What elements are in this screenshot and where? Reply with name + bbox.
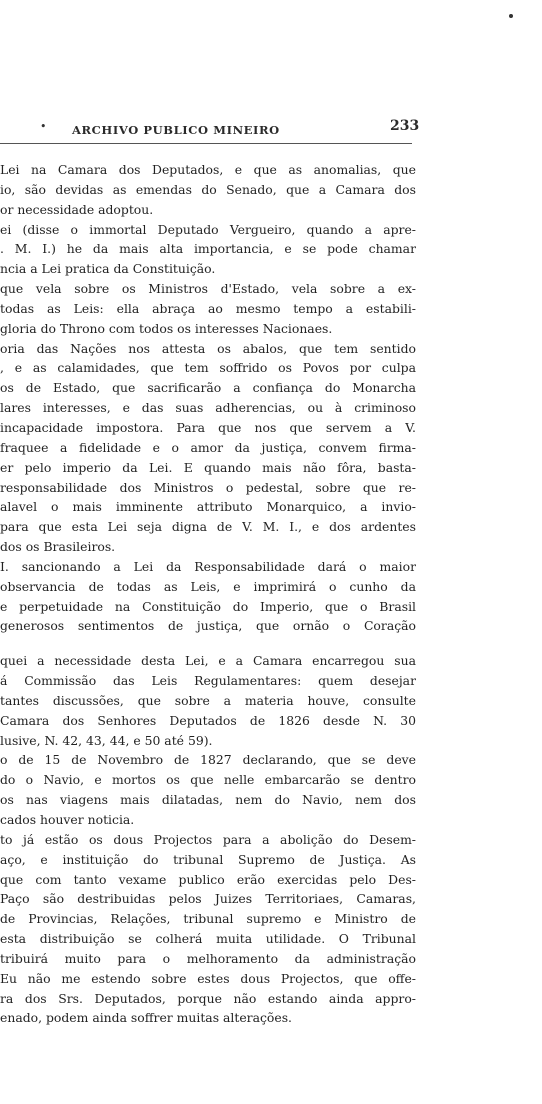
text-line: Lei na Camara dos Deputados, e que as anomalias, que (0, 162, 416, 177)
text-line: para que esta Lei seja digna de V. M. I., e dos ardentes (0, 519, 416, 535)
text-line: er pelo imperio da Lei. E quando mais não fôra, basta- (0, 459, 416, 475)
text-line: Paço são destribuidas pelos Juizes Territoriaes, Camaras, (0, 891, 416, 907)
text-line: Eu não me estendo sobre estes dous Projectos, que offe- (0, 970, 416, 986)
text-line: aço, e instituição do tribunal Supremo de Justiça. As (0, 851, 416, 867)
text-line: , e as calamidades, que tem soffrido os Povos por culpa (0, 360, 416, 376)
text-line: io, são devidas as emendas do Senado, que a Camara dos (0, 181, 416, 197)
text-line: fraquee a fidelidade e o amor da justiça, convem firma- (0, 439, 416, 455)
text-line: gloria do Throno com todos os interesses Nacionaes. (0, 320, 333, 336)
text-line: generosos sentimentos de justiça, que ornão o Coração (0, 618, 416, 634)
text-line: I. sancionando a Lei da Responsabilidade dará o maior (0, 558, 416, 574)
text-line: que com tanto vexame publico erão exercidas pelo Des- (0, 871, 416, 887)
header-bullet: • (40, 120, 47, 133)
page-header (0, 118, 542, 140)
text-line: todas as Leis: ella abraça ao mesmo tempo a estabili- (0, 300, 416, 316)
text-line: ei (disse o immortal Deputado Vergueiro, quando a apre- (0, 221, 416, 237)
text-line: o de 15 de Novembro de 1827 declarando, que se deve (0, 752, 416, 768)
text-line: lares interesses, e das suas adherencias, ou à criminoso (0, 400, 416, 416)
text-line: enado, podem ainda soffrer muitas alterações. (0, 1010, 292, 1026)
text-line: os nas viagens mais dilatadas, nem do Navio, nem dos (0, 792, 416, 808)
running-title: ARCHIVO PUBLICO MINEIRO (72, 123, 280, 137)
body-text (0, 160, 416, 1028)
ink-speck (509, 14, 513, 18)
text-line: oria das Nações nos attesta os abalos, que tem sentido (0, 340, 416, 356)
text-line: incapacidade impostora. Para que nos que servem a V. (0, 419, 416, 435)
text-line: quei a necessidade desta Lei, e a Camara encarregou sua (0, 653, 416, 669)
text-line: responsabilidade dos Ministros o pedestal, sobre que re- (0, 479, 416, 495)
text-line: e perpetuidade na Constituição do Imperio, que o Brasil (0, 598, 416, 614)
text-line: Camara dos Senhores Deputados de 1826 desde N. 30 (0, 712, 416, 728)
page-number: 233 (390, 118, 420, 134)
text-line: que vela sobre os Ministros d'Estado, vela sobre a ex- (0, 281, 416, 297)
text-line: do o Navio, e mortos os que nelle embarcarão se dentro (0, 772, 416, 788)
text-line: lusive, N. 42, 43, 44, e 50 até 59). (0, 732, 213, 748)
text-line: or necessidade adoptou. (0, 201, 154, 217)
text-line: alavel o mais imminente attributo Monarquico, a invio- (0, 499, 416, 515)
text-line: ra dos Srs. Deputados, porque não estando ainda appro- (0, 990, 416, 1006)
text-line: tantes discussões, que sobre a materia houve, consulte (0, 692, 416, 708)
text-line: ncia a Lei pratica da Constituição. (0, 261, 216, 277)
text-line: to já estão os dous Projectos para a abolição do Desem- (0, 831, 416, 847)
text-line: tribuirá muito para o melhoramento da administração (0, 950, 416, 966)
text-line: dos os Brasileiros. (0, 539, 116, 555)
text-line: de Provincias, Relações, tribunal supremo e Ministro de (0, 911, 416, 927)
text-line: . M. I.) he da mais alta importancia, e se pode chamar (0, 241, 416, 257)
text-line: os de Estado, que sacrificarão a confiança do Monarcha (0, 380, 416, 396)
text-line (0, 636, 416, 651)
text-line: cados houver noticia. (0, 812, 135, 827)
text-line: esta distribuição se colherá muita utilidade. O Tribunal (0, 931, 416, 947)
text-line: á Commissão das Leis Regulamentares: quem desejar (0, 673, 416, 689)
text-line: observancia de todas as Leis, e imprimirá o cunho da (0, 578, 416, 594)
header-rule (0, 143, 412, 144)
